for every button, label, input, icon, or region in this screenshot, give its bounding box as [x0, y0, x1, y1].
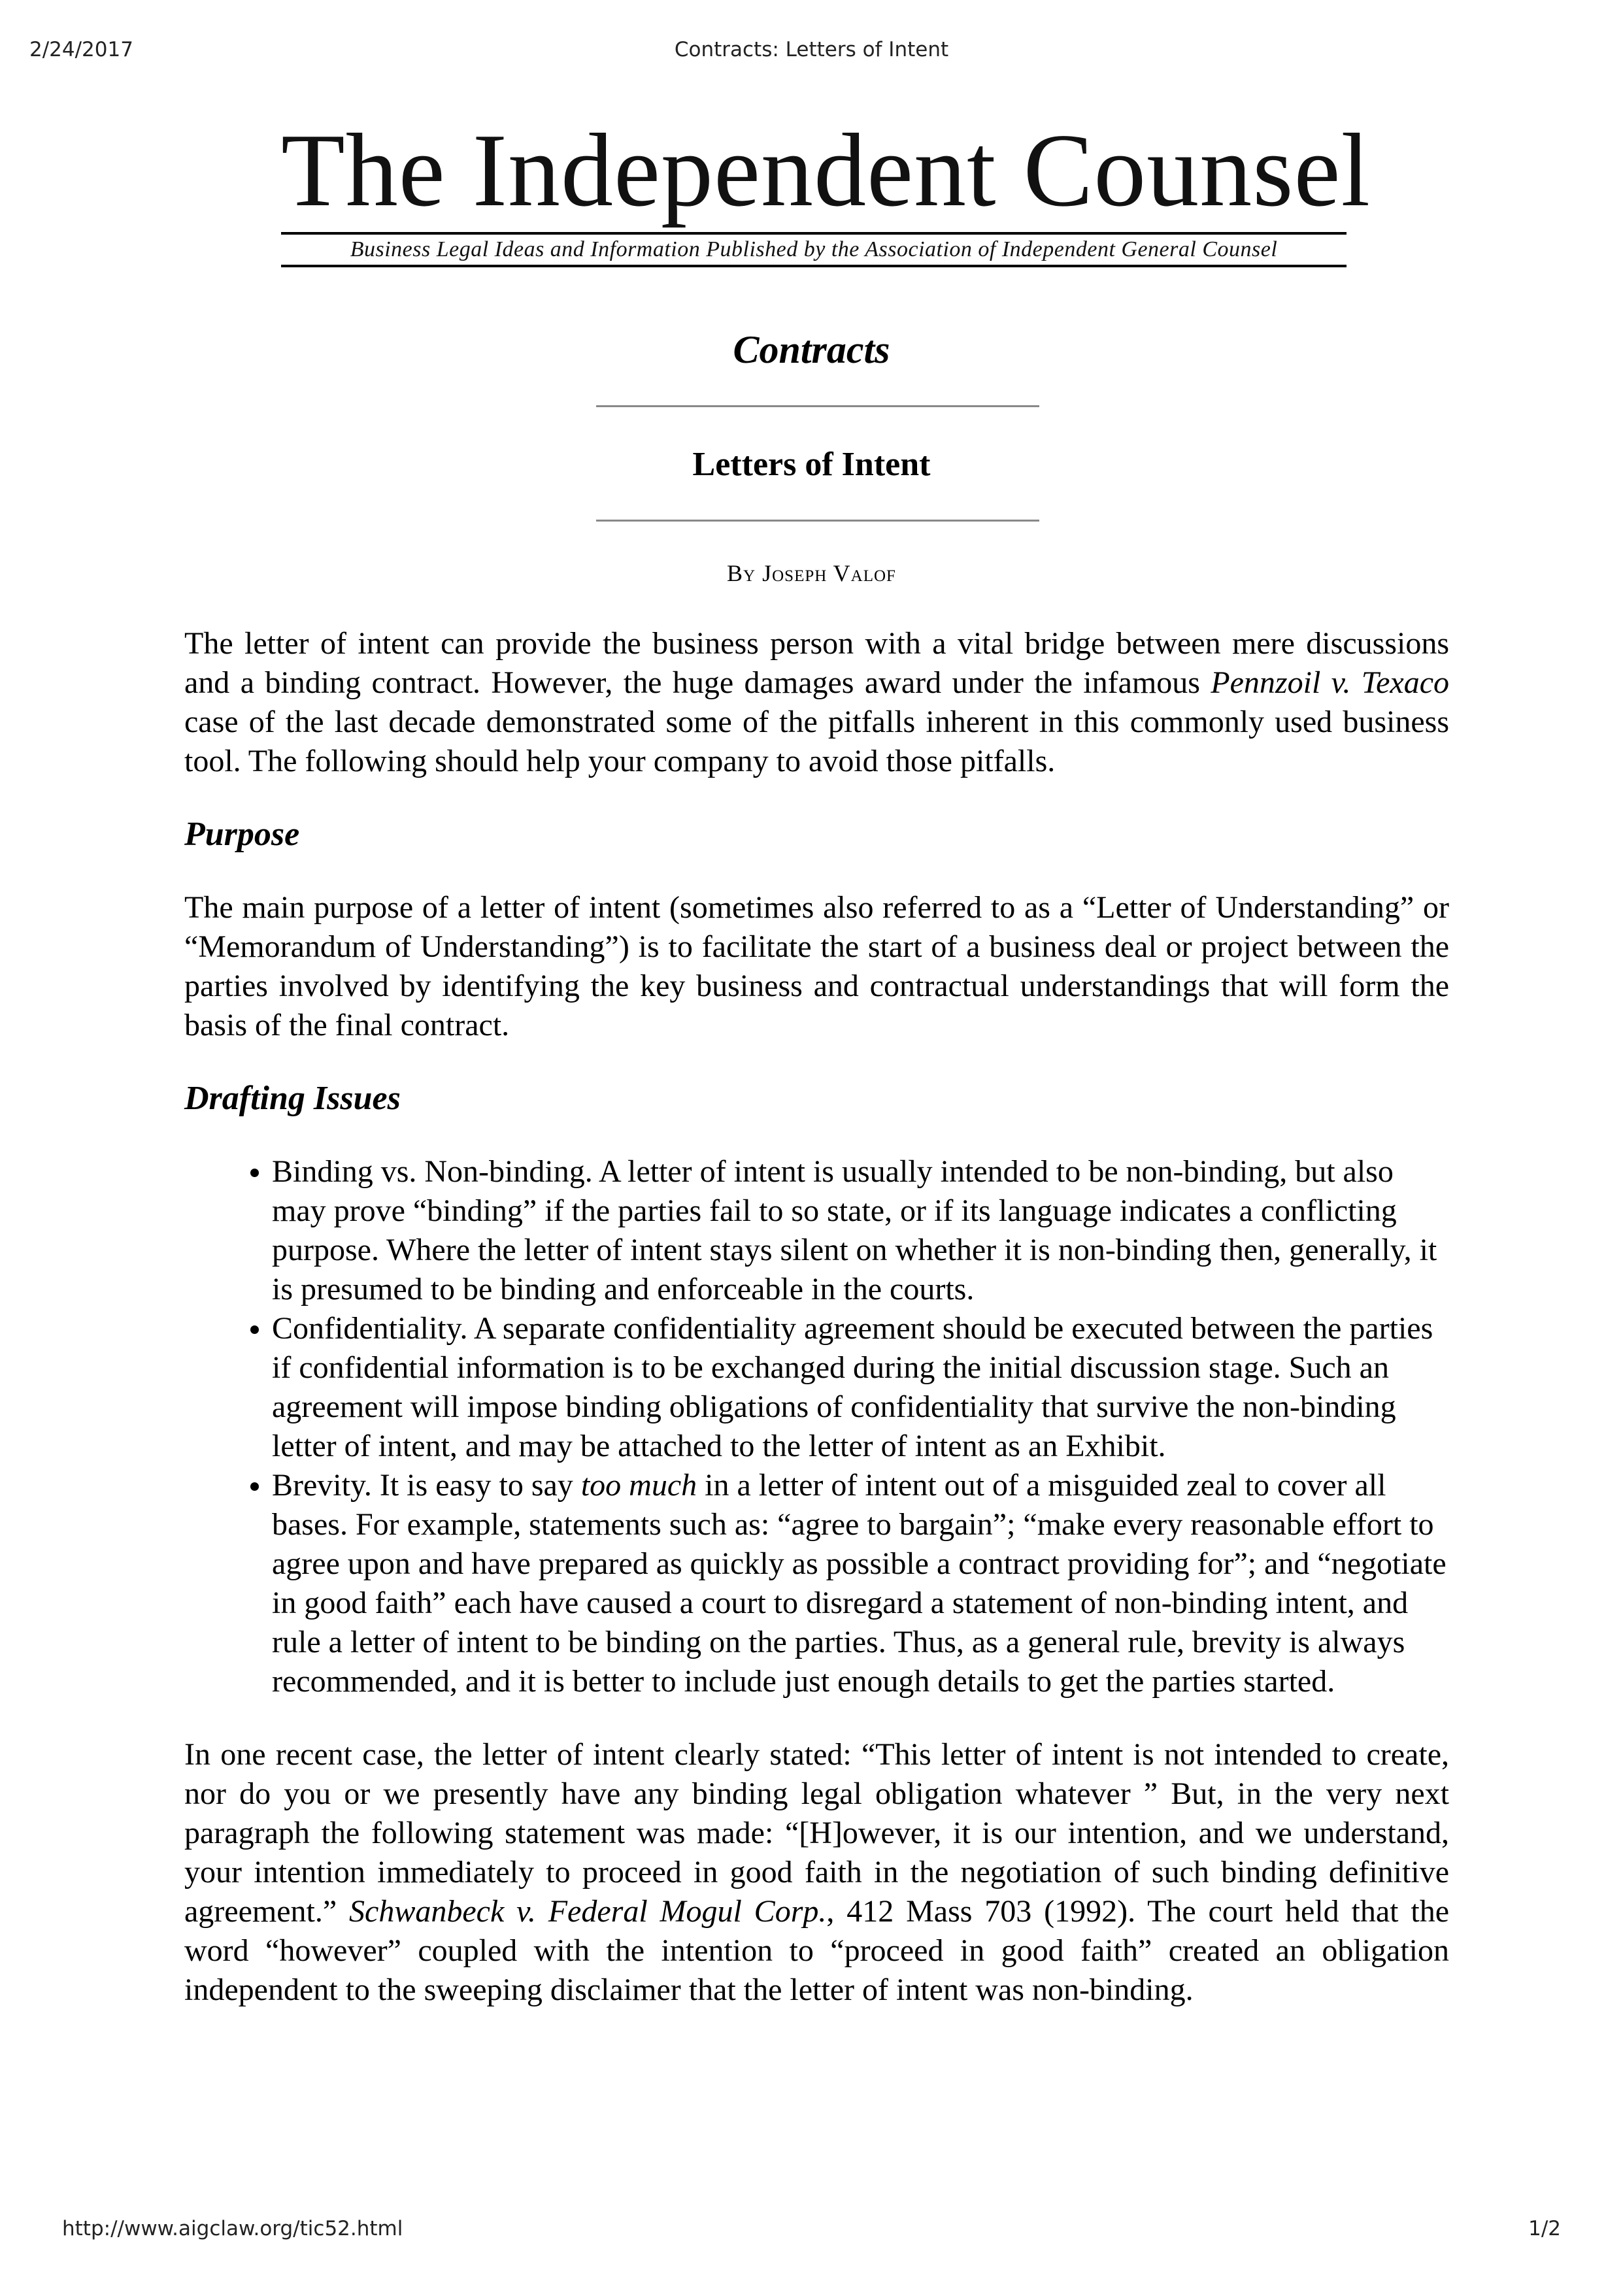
- list-item-binding: • Binding vs. Non-binding. A letter of intent is usually intended to be non-binding, but also may prove “binding” if the parties fail to so state, or if its language indicates a conflicting purpose. Where the letter of intent stays silent on whether it is non-binding then, generally, it is presumed to be binding and enforceable in the courts.: [272, 1152, 1449, 1309]
- brevity-text-before: Brevity. It is easy to say: [272, 1468, 581, 1503]
- masthead-rule-bottom: [281, 265, 1347, 267]
- purpose-paragraph: The main purpose of a letter of intent (sometimes also referred to as a “Letter of Understanding” or “Memorandum of Understanding”) is to facilitate the start of a business deal or project between the parties involved by identifying the key business and contractual understandings that will form the basis of the final contract.: [184, 890, 1449, 1042]
- print-page-number: 1/2: [1528, 2217, 1561, 2240]
- case-text-before: In one recent case, the letter of intent clearly stated: “This letter of intent is not intended to create, nor do you or we presently have any binding legal obligation whatever ” But, in the very next paragraph the following statement was made: “[H]owever, it is our intention, and we understand, your intention immediately to proceed in good faith in the negotiation of such binding definitive agreement.”: [184, 1737, 1449, 1929]
- list-item-brevity: [272, 1466, 1449, 1701]
- print-page-title: Contracts: Letters of Intent: [674, 38, 949, 61]
- case-citation: Schwanbeck v. Federal Mogul Corp.: [349, 1894, 827, 1929]
- intro-case-name: Pennzoil v. Texaco: [1211, 665, 1450, 700]
- case-text-after: , 412 Mass 703 (1992). The court held that the word “however” coupled with the intention to “proceed in good faith” created an obligation independent to the sweeping disclaimer that the letter of intent was non-binding.: [184, 1894, 1449, 2007]
- section-title: Contracts: [733, 328, 890, 371]
- list-item-confidentiality: • Confidentiality. A separate confidentiality agreement should be executed between the parties if confidential information is to be exchanged during the initial discussion stage. Such an agreement will impose binding obligations of confidentiality that survive the non-binding letter of intent, and may be attached to the letter of intent as an Exhibit.: [272, 1309, 1449, 1466]
- purpose-heading: Purpose: [184, 816, 300, 853]
- brevity-text-after: in a letter of intent out of a misguided zeal to cover all bases. For example, statements such as: “agree to bargain”; “make every reasonable effort to agree upon and have prepared as quickly as possible a contract providing for”; and “negotiate in good faith” each have caused a court to disregard a statement of non-binding intent, and rule a letter of intent to be binding on the parties. Thus, as a general rule, brevity is always recommended, and it is better to include just enough details to get the parties started.: [272, 1468, 1447, 1699]
- print-footer: [0, 2217, 1623, 2246]
- print-date: 2/24/2017: [29, 38, 133, 61]
- masthead: [281, 112, 1371, 267]
- title-divider-top: [596, 405, 1039, 407]
- publication-name: The Independent Counsel: [281, 112, 1371, 228]
- publication-tagline: Business Legal Ideas and Information Published by the Association of Independent General Counsel: [350, 237, 1278, 261]
- byline: By Joseph Valof: [727, 560, 896, 586]
- intro-paragraph: [184, 624, 1449, 781]
- drafting-issues-list: [184, 1152, 1449, 1701]
- print-header: [0, 38, 1623, 67]
- intro-text-before: The letter of intent can provide the business person with a vital bridge between mere discussions and a binding contract. However, the huge damages award under the infamous: [184, 626, 1449, 700]
- title-divider-bottom: [596, 520, 1039, 522]
- intro-text-after: case of the last decade demonstrated some of the pitfalls inherent in this commonly used business tool. The following should help your company to avoid those pitfalls.: [184, 705, 1449, 778]
- brevity-emphasis: too much: [580, 1468, 697, 1503]
- article-body: [184, 624, 1449, 2010]
- drafting-heading: Drafting Issues: [184, 1080, 401, 1117]
- case-paragraph: [184, 1735, 1449, 2010]
- print-url: http://www.aigclaw.org/tic52.html: [62, 2217, 403, 2240]
- article-title: Letters of Intent: [692, 446, 931, 483]
